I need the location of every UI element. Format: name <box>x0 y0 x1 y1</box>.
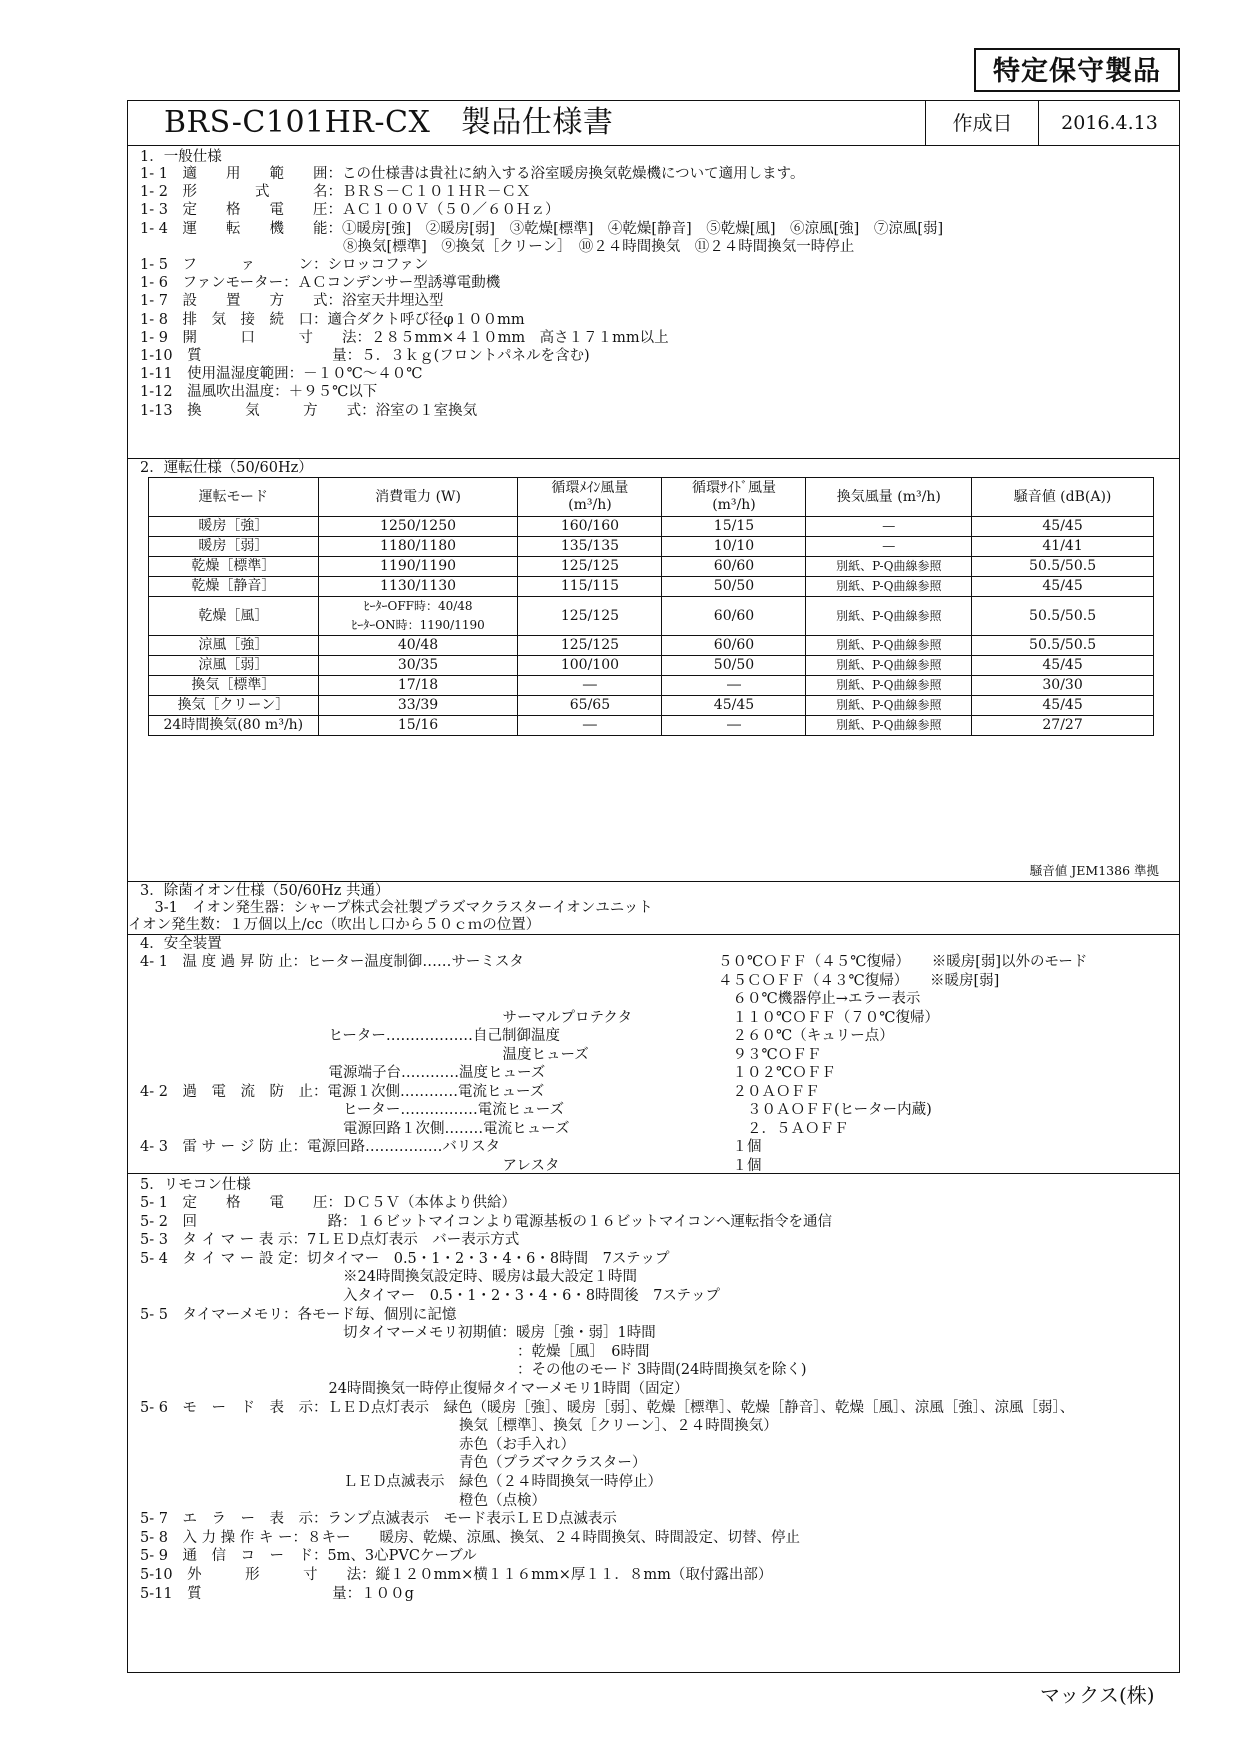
safety-line: 電源回路１次側‥‥‥‥電流ヒューズ <box>140 1120 570 1137</box>
table-cell: 1180/1180 <box>318 537 518 557</box>
table-cell: 30/35 <box>318 656 518 676</box>
table-cell: 45/45 <box>972 656 1154 676</box>
section-safety-devices <box>128 935 1179 1174</box>
table-row <box>149 537 1154 557</box>
table-cell: 17/18 <box>318 676 518 696</box>
table-cell: 60/60 <box>662 636 806 656</box>
spec-line: 1-10 質 量：５．３ｋｇ(フロントパネルを含む) <box>140 348 590 364</box>
remote-spec-line: ＬＥＤ点滅表示 緑色（２４時間換気一時停止） <box>140 1474 662 1490</box>
safety-value-line: １０２℃ＯＦＦ <box>718 1065 836 1081</box>
remote-spec-line: 橙色（点検） <box>140 1492 546 1509</box>
remote-spec-line: 赤色（お手入れ） <box>140 1436 575 1453</box>
table-cell: 125/125 <box>518 557 662 577</box>
table-cell: 乾燥［静音］ <box>149 577 319 597</box>
safety-value-line: １個 <box>718 1157 762 1174</box>
safety-value-line: ９３℃ＯＦＦ <box>718 1046 822 1063</box>
table-row <box>149 517 1154 537</box>
remote-spec-line: 5- 1 定 格 電 圧：ＤＣ５Ｖ（本体より供給） <box>140 1195 516 1211</box>
table-cell: 45/45 <box>662 696 806 716</box>
remote-spec-line: 5- 5 タイマーメモリ：各モード毎、個別に記憶 <box>140 1306 457 1323</box>
table-cell: ― <box>806 517 972 537</box>
table-cell: 1130/1130 <box>318 577 518 597</box>
safety-line: サーマルプロテクタ <box>140 1009 633 1026</box>
spec-line: 1-13 換 気 方 式：浴室の１室換気 <box>140 402 478 419</box>
remote-spec-line: 換気［標準］、換気［クリーン］、２４時間換気） <box>140 1418 778 1435</box>
safety-line: 4- 2 過 電 流 防 止：電源１次側‥‥‥‥‥‥電流ヒューズ <box>140 1083 545 1100</box>
table-cell: 50.5/50.5 <box>972 597 1154 636</box>
table-cell: 1250/1250 <box>318 517 518 537</box>
remote-spec-line: ※24時間換気設定時、暖房は最大設定１時間 <box>140 1269 637 1286</box>
spec-line: 1- 1 適 用 範 囲：この仕様書は貴社に納入する浴室暖房換気乾燥機について適用します。 <box>140 166 805 182</box>
section-heading: 5．リモコン仕様 <box>140 1177 251 1193</box>
spec-sheet-frame <box>127 100 1180 1673</box>
table-cell: 45/45 <box>972 696 1154 716</box>
table-cell: 別紙、P-Q曲線参照 <box>806 557 972 577</box>
remote-spec-line: 24時間換気一時停止復帰タイマーメモリ1時間（固定） <box>140 1381 689 1397</box>
table-cell: 100/100 <box>518 656 662 676</box>
spec-line: 1-11 使用温湿度範囲：－１０℃～４０℃ <box>140 366 423 383</box>
remote-spec-line: 5- 3 タ イ マ ー 表 示：7ＬＥＤ点灯表示 バー表示方式 <box>140 1232 520 1249</box>
table-cell: 135/135 <box>518 537 662 557</box>
table-cell: 45/45 <box>972 517 1154 537</box>
table-cell: 換気［標準］ <box>149 676 319 696</box>
table-cell: 別紙、P-Q曲線参照 <box>806 577 972 597</box>
table-cell: 15/15 <box>662 517 806 537</box>
table-cell: 30/30 <box>972 676 1154 696</box>
operation-spec-table <box>148 477 1154 736</box>
table-cell: 別紙、P-Q曲線参照 <box>806 656 972 676</box>
spec-line: 1- 5 フ ァ ン：シロッコファン <box>140 257 429 273</box>
section-ion-spec <box>128 882 1179 935</box>
table-cell: 160/160 <box>518 517 662 537</box>
document-title: BRS-C101HR-CX 製品仕様書 <box>164 105 614 140</box>
section-remote-spec <box>128 1174 1179 1674</box>
table-cell: ― <box>806 537 972 557</box>
table-cell: ― <box>662 716 806 736</box>
table-cell: 10/10 <box>662 537 806 557</box>
table-cell: 暖房［弱］ <box>149 537 319 557</box>
remote-spec-line: 入タイマー 0.5・1・2・3・4・6・8時間後 7ステップ <box>140 1288 721 1304</box>
table-cell: 暖房［強］ <box>149 517 319 537</box>
section-operation-spec <box>128 459 1179 882</box>
section-heading: 3．除菌イオン仕様（50/60Hz 共通） <box>140 883 390 899</box>
safety-value-line: ２６０℃（キュリー点） <box>718 1028 894 1044</box>
table-cell: 125/125 <box>518 597 662 636</box>
table-cell: 涼風［弱］ <box>149 656 319 676</box>
ion-generator-line: 3-1 イオン発生器：シャープ株式会社製プラズマクラスターイオンユニット <box>140 900 653 916</box>
table-cell: ― <box>518 716 662 736</box>
table-row <box>149 597 1154 636</box>
spec-line: 1-12 温風吹出温度：＋９５℃以下 <box>140 384 378 401</box>
spec-line: 1- 7 設 置 方 式：浴室天井埋込型 <box>140 293 444 310</box>
table-cell: ― <box>518 676 662 696</box>
remote-spec-line: 切タイマーメモリ初期値：暖房［強・弱］1時間 <box>140 1325 656 1342</box>
spec-line: 1- 9 開 口 寸 法：２８５mm×４１０mm 高さ１７１mm以上 <box>140 329 669 346</box>
table-cell: 125/125 <box>518 636 662 656</box>
spec-line: 1- 2 形 式 名：ＢＲＳ－Ｃ１０１ＨＲ－ＣＸ <box>140 184 531 201</box>
safety-value-line: ４５ＣＯＦＦ（４３℃復帰） ※暖房[弱] <box>718 972 1000 989</box>
column-header: 運転モード <box>149 478 319 517</box>
date-label: 作成日 <box>925 101 1039 145</box>
table-cell: 換気［クリーン］ <box>149 696 319 716</box>
section-heading: 1．一般仕様 <box>140 149 222 165</box>
table-cell: ﾋｰﾀｰOFF時：40/48 ﾋｰﾀｰON時：1190/1190 <box>318 597 518 636</box>
table-cell: 60/60 <box>662 597 806 636</box>
table-cell: 15/16 <box>318 716 518 736</box>
table-cell: 33/39 <box>318 696 518 716</box>
remote-spec-line: 5- 6 モ ー ド 表 示：ＬＥＤ点灯表示 緑色（暖房［強］、暖房［弱］、乾燥［標準］、乾燥［静音］、乾燥［風］、涼風［強］、涼風［弱］、 <box>140 1399 1075 1416</box>
table-cell: 別紙、P-Q曲線参照 <box>806 597 972 636</box>
spec-line: 1- 6 ファンモーター：ＡＣコンデンサー型誘導電動機 <box>140 275 501 292</box>
remote-spec-line: ：その他のモード 3時間(24時間換気を除く) <box>140 1362 807 1379</box>
safety-value-line: ３０ＡＯＦＦ(ヒーター内蔵) <box>718 1102 932 1118</box>
table-row <box>149 557 1154 577</box>
spec-header <box>128 101 1179 146</box>
table-cell: 41/41 <box>972 537 1154 557</box>
company-name: マックス(株) <box>1040 1683 1155 1707</box>
table-cell: 24時間換気(80 m³/h) <box>149 716 319 736</box>
table-row <box>149 577 1154 597</box>
safety-line: ヒーター‥‥‥‥‥‥‥‥‥自己制御温度 <box>140 1028 560 1044</box>
column-header: 換気風量 (m³/h) <box>806 478 972 517</box>
table-row <box>149 676 1154 696</box>
safety-line: アレスタ <box>140 1157 560 1174</box>
column-header: 循環ｻｲﾄﾞ風量 (m³/h) <box>662 478 806 517</box>
safety-value-line: ６０℃機器停止→エラー表示 <box>718 991 921 1007</box>
table-cell: 50/50 <box>662 656 806 676</box>
column-header: 騒音値 (dB(A)) <box>972 478 1154 517</box>
table-row <box>149 656 1154 676</box>
remote-spec-line: 青色（プラズマクラスター） <box>140 1455 647 1472</box>
safety-line: 電源端子台‥‥‥‥‥‥温度ヒューズ <box>140 1065 546 1081</box>
table-row <box>149 716 1154 736</box>
table-cell: 涼風［強］ <box>149 636 319 656</box>
safety-value-line: ２．５ＡＯＦＦ <box>718 1120 849 1137</box>
column-header: 循環ﾒｲﾝ風量 (m³/h) <box>518 478 662 517</box>
section-heading: 2．運転仕様（50/60Hz） <box>140 460 313 476</box>
table-cell: 50/50 <box>662 577 806 597</box>
table-cell: 40/48 <box>318 636 518 656</box>
column-header: 消費電力 (W) <box>318 478 518 517</box>
table-cell: 別紙、P-Q曲線参照 <box>806 636 972 656</box>
spec-line: 1- 4 運 転 機 能：①暖房[強] ②暖房[弱] ③乾燥[標準] ④乾燥[静音] ⑤乾燥[風] ⑥涼風[強] ⑦涼風[弱] <box>140 220 944 237</box>
table-cell: 乾燥［風］ <box>149 597 319 636</box>
safety-value-line: １１０℃ＯＦＦ（７０℃復帰） <box>718 1009 939 1026</box>
safety-line: 4- 1 温 度 過 昇 防 止：ヒーター温度制御‥‥‥サーミスタ <box>140 954 524 970</box>
date-value: 2016.4.13 <box>1038 101 1180 145</box>
table-cell: 115/115 <box>518 577 662 597</box>
remote-spec-line: 5-10 外 形 寸 法：縦１２０mm×横１１６mm×厚１１．８mm（取付露出部） <box>140 1567 773 1583</box>
remote-spec-line: 5- 2 回 路：１６ビットマイコンより電源基板の１６ビットマイコンへ運転指令を通信 <box>140 1213 833 1230</box>
safety-line: 4- 3 雷 サ ー ジ 防 止：電源回路‥‥‥‥‥‥‥‥バリスタ <box>140 1139 501 1155</box>
table-cell: 27/27 <box>972 716 1154 736</box>
table-cell: 45/45 <box>972 577 1154 597</box>
table-row <box>149 696 1154 716</box>
table-cell: 65/65 <box>518 696 662 716</box>
remote-spec-line: 5- 8 入 力 操 作 キ ー：８キー 暖房、乾燥、涼風、換気、２４時間換気、時間設定、切替、停止 <box>140 1529 801 1546</box>
table-header-row <box>149 478 1154 517</box>
table-cell: 1190/1190 <box>318 557 518 577</box>
table-cell: 別紙、P-Q曲線参照 <box>806 716 972 736</box>
table-cell: 別紙、P-Q曲線参照 <box>806 676 972 696</box>
table-cell: ― <box>662 676 806 696</box>
spec-line: 1- 3 定 格 電 圧：ＡＣ１００Ｖ（５０／６０Ｈｚ） <box>140 202 560 219</box>
section-heading: 4．安全装置 <box>140 936 222 952</box>
noise-standard-note: 騒音値 JEM1386 準拠 <box>1029 863 1159 878</box>
remote-spec-line: 5-11 質 量：１００g <box>140 1585 414 1602</box>
safety-line: ヒーター‥‥‥‥‥‥‥‥電流ヒューズ <box>140 1102 565 1118</box>
remote-spec-line: 5- 4 タ イ マ ー 設 定：切タイマー 0.5・1・2・3・4・6・8時間 7ステップ <box>140 1250 670 1267</box>
remote-spec-line: ：乾燥［風］ 6時間 <box>140 1343 650 1360</box>
safety-line: 温度ヒューズ <box>140 1046 589 1063</box>
table-cell: 50.5/50.5 <box>972 636 1154 656</box>
table-cell: 別紙、P-Q曲線参照 <box>806 696 972 716</box>
safety-value-line: ２０ＡＯＦＦ <box>718 1083 820 1100</box>
remote-spec-line: 5- 9 通 信 コ ー ド：5m、3心PVCケーブル <box>140 1548 477 1565</box>
safety-value-line: １個 <box>718 1139 762 1155</box>
safety-value-line: ５０℃ＯＦＦ（４５℃復帰） ※暖房[弱]以外のモード <box>718 954 1088 970</box>
table-cell: 乾燥［標準］ <box>149 557 319 577</box>
specified-maintenance-stamp: 特定保守製品 <box>974 48 1180 92</box>
table-row <box>149 636 1154 656</box>
spec-line: ⑧換気[標準] ⑨換気［クリーン］ ⑩２４時間換気 ⑪２４時間換気一時停止 <box>140 238 855 255</box>
ion-count-line: イオン発生数：１万個以上/cc（吹出し口から５０ｃｍの位置） <box>128 917 541 933</box>
section-general-spec <box>128 145 1179 459</box>
table-cell: 50.5/50.5 <box>972 557 1154 577</box>
table-cell: 60/60 <box>662 557 806 577</box>
spec-line: 1- 8 排 気 接 続 口：適合ダクト呼び径φ１００mm <box>140 311 525 328</box>
remote-spec-line: 5- 7 エ ラ ー 表 示：ランプ点滅表示 モード表示ＬＥＤ点滅表示 <box>140 1511 617 1528</box>
